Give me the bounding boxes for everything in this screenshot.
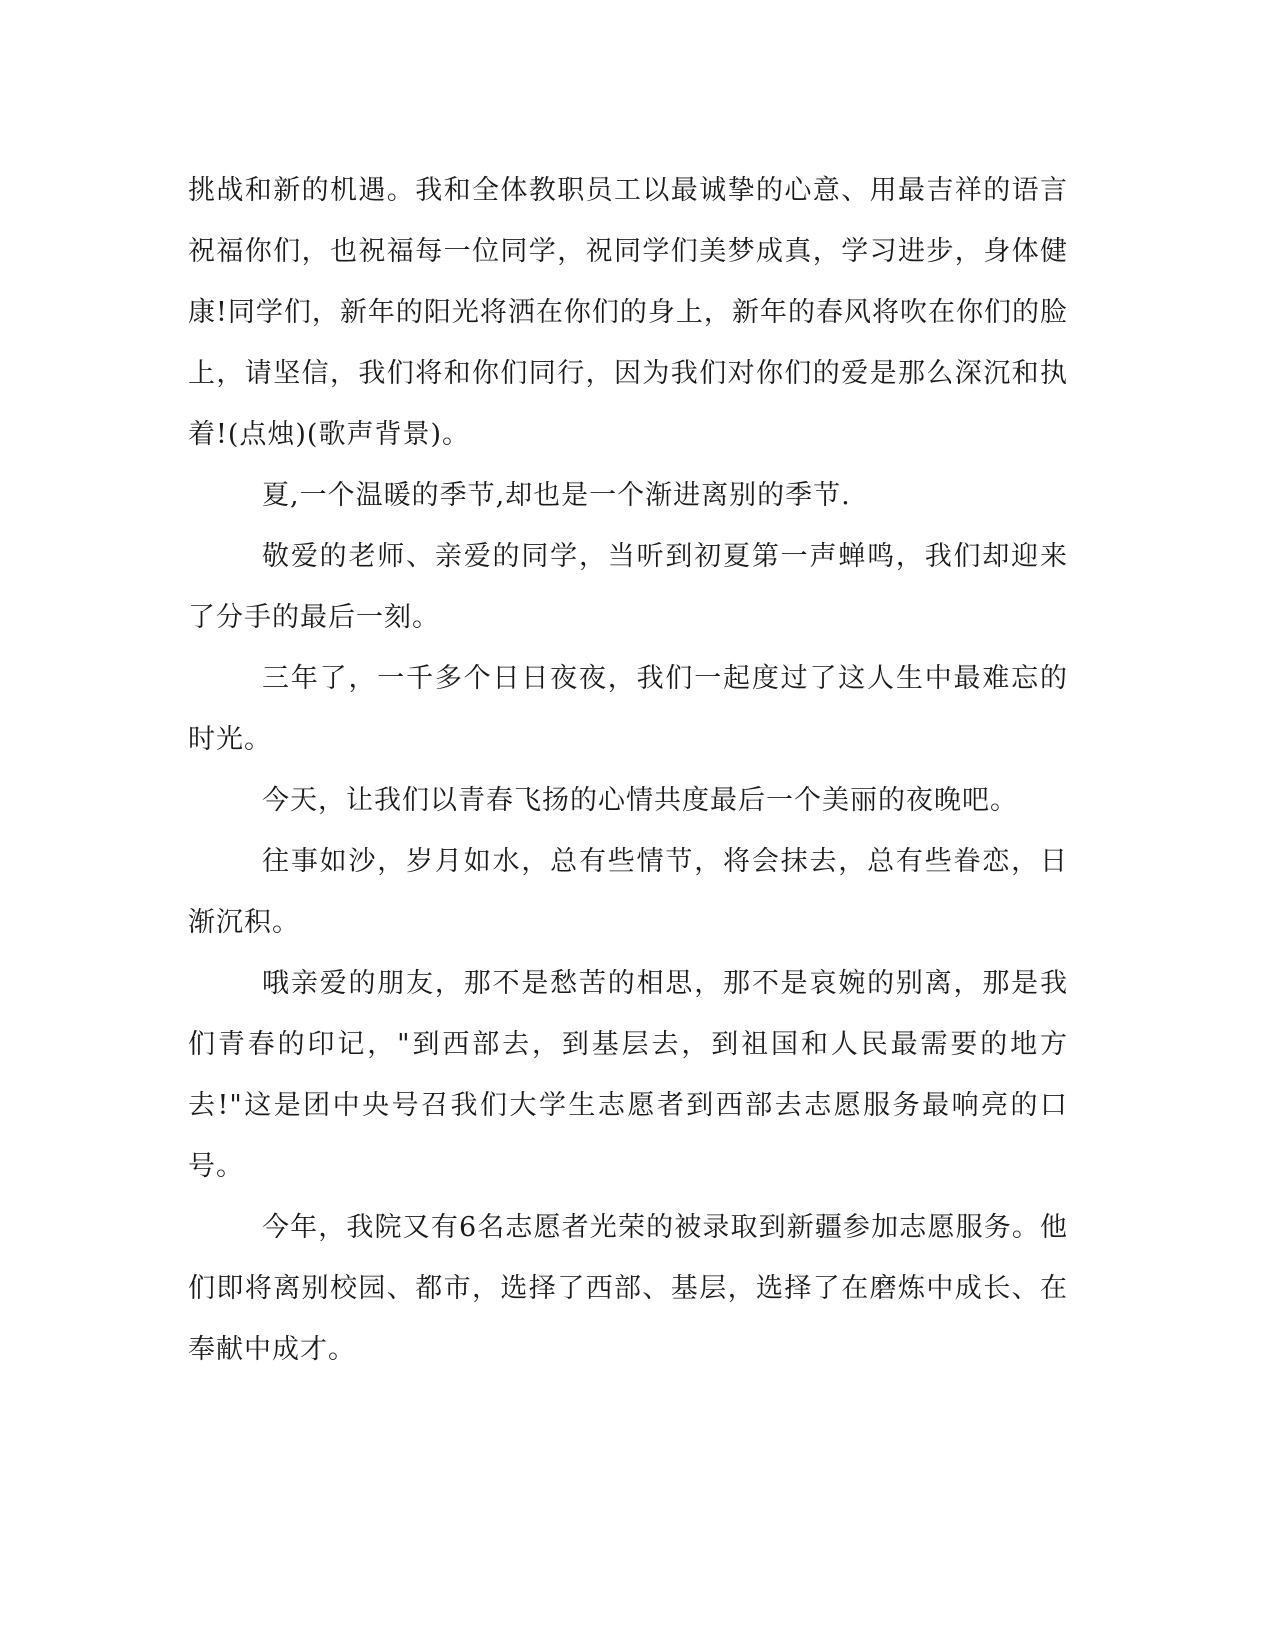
- paragraph-tonight: 今天，让我们以青春飞扬的心情共度最后一个美丽的夜晚吧。: [262, 785, 1018, 816]
- paragraph-friends: 哦亲爱的朋友，那不是愁苦的相思，那不是哀婉的别离，那是我们青春的印记，"到西部去，到基层去，到祖国和人民最需要的地方去!"这是团中央号召我们大学生志愿者到西部去志愿服务最响亮的口号。: [188, 968, 1068, 1182]
- paragraph-summer: 夏,一个温暖的季节,却也是一个渐进离别的季节.: [262, 480, 851, 511]
- paragraph-volunteers: 今年，我院又有6名志愿者光荣的被录取到新疆参加志愿服务。他们即将离别校园、都市，选择了西部、基层，选择了在磨炼中成长、在奉献中成才。: [188, 1212, 1068, 1365]
- paragraph-continuation: 挑战和新的机遇。我和全体教职员工以最诚挚的心意、用最吉祥的语言祝福你们，也祝福每一位同学，祝同学们美梦成真，学习进步，身体健康!同学们，新年的阳光将洒在你们的身上，新年的春风将吹在你们的脸上，请坚信，我们将和你们同行，因为我们对你们的爱是那么深沉和执着!(点烛)(歌声背景)。: [188, 175, 1068, 450]
- paragraph-three-years: 三年了，一千多个日日夜夜，我们一起度过了这人生中最难忘的时光。: [188, 663, 1068, 755]
- paragraph-memories: 往事如沙，岁月如水，总有些情节，将会抹去，总有些眷恋，日渐沉积。: [188, 846, 1068, 938]
- paragraph-farewell: 敬爱的老师、亲爱的同学，当听到初夏第一声蝉鸣，我们却迎来了分手的最后一刻。: [188, 541, 1068, 633]
- document-body: [188, 160, 1068, 1380]
